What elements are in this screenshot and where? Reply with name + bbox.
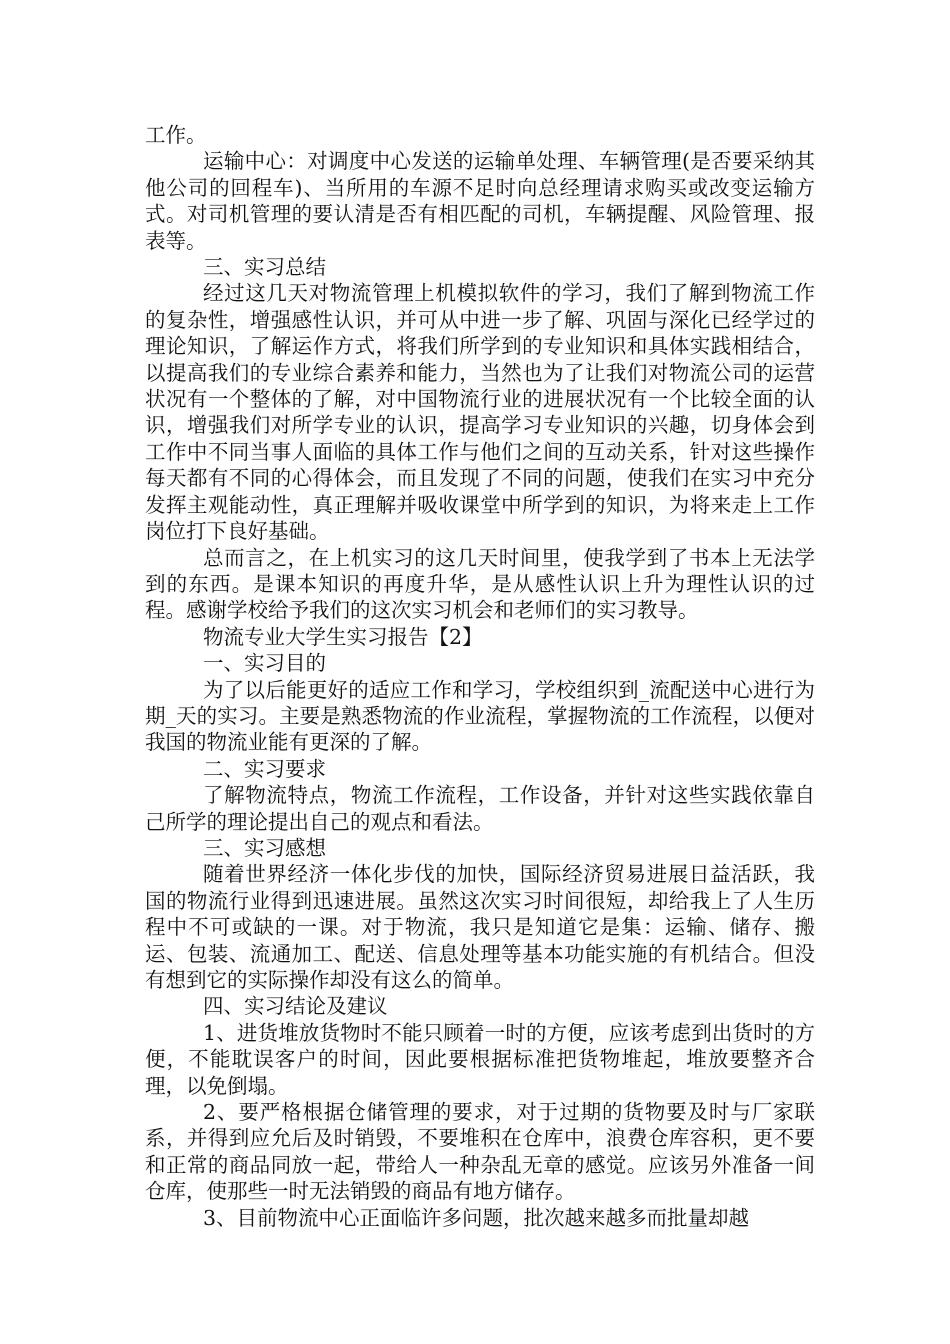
paragraph-summary-body: 经过这几天对物流管理上机模拟软件的学习，我们了解到物流工作的复杂性，增强感性认识，并可从中进一步了解、巩固与深化已经学过的理论知识，了解运作方式，将我们所学到的专业知识和具体实践相结合，以提高我们的专业综合素养和能力，当然也为了让我们对物流公司的运营状况有一个整体的了解，对中国物流行业的进展状况有一个比较全面的认识，增强我们对所学专业的认识，提高学习专业知识的兴趣，切身体会到工作中不同当事人面临的具体工作与他们之间的互动关系，针对这些操作每天都有不同的心得体会，而且发现了不同的问题，使我们在实习中充分发挥主观能动性，真正理解并吸收课堂中所学到的知识，为将来走上工作岗位打下良好基础。 (145, 281, 815, 544)
paragraph-continuation: 工作。 (145, 123, 207, 147)
paragraph-conclusion: 总而言之，在上机实习的这几天时间里，使我学到了书本上无法学到的东西。是课本知识的再度升华，是从感性认识上升为理性认识的过程。感谢学校给予我们的这次实习机会和老师们的实习教导。 (145, 545, 815, 623)
heading-conclusions: 四、实习结论及建议 (203, 994, 388, 1019)
paragraph-requirements: 了解物流特点，物流工作流程，工作设备，并针对这些实践依靠自己所学的理论提出自己的观点和看法。 (145, 783, 815, 834)
paragraph-purpose: 为了以后能更好的适应工作和学习，学校组织到_流配送中心进行为期_天的实习。主要是熟悉物流的作业流程，掌握物流的工作流程，以便对我国的物流业能有更深的了解。 (145, 677, 815, 755)
paragraph-suggestion-1: 1、进货堆放货物时不能只顾着一时的方便，应该考虑到出货时的方便，不能耽误客户的时间，因此要根据标准把货物堆起，堆放要整齐合理，以免倒塌。 (145, 1020, 815, 1098)
heading-internship-summary: 三、实习总结 (203, 255, 326, 280)
heading-requirements: 二、实习要求 (203, 756, 326, 781)
paragraph-suggestion-2: 2、要严格根据仓储管理的要求，对于过期的货物要及时与厂家联系，并得到应允后及时销毁，不要堆积在仓库中，浪费仓库容积，更不要和正常的商品同放一起，带给人一种杂乱无章的感觉。应该另外准备一间仓库，使那些一时无法销毁的商品有地方储存。 (145, 1100, 815, 1204)
heading-purpose: 一、实习目的 (203, 651, 326, 676)
paragraph-impressions: 随着世界经济一体化步伐的加快，国际经济贸易进展日益活跃，我国的物流行业得到迅速进展。虽然这次实习时间很短，却给我上了人生历程中不可或缺的一课。对于物流，我只是知道它是集：运输、储存、搬运、包装、流通加工、配送、信息处理等基本功能实施的有机结合。但没有想到它的实际操作却没有这么的简单。 (145, 862, 815, 992)
heading-impressions: 三、实习感想 (203, 835, 326, 860)
document-body (145, 122, 815, 1231)
report-title-2: 物流专业大学生实习报告【2】 (203, 624, 483, 649)
paragraph-suggestion-3: 3、目前物流中心正面临许多问题，批次越来越多而批量却越 (203, 1205, 750, 1230)
paragraph-transport-center: 运输中心：对调度中心发送的运输单处理、车辆管理(是否要采纳其他公司的回程车)、当所用的车源不足时向总经理请求购买或改变运输方式。对司机管理的要认清是否有相匹配的司机，车辆提醒、风险管理、报表等。 (145, 149, 815, 253)
